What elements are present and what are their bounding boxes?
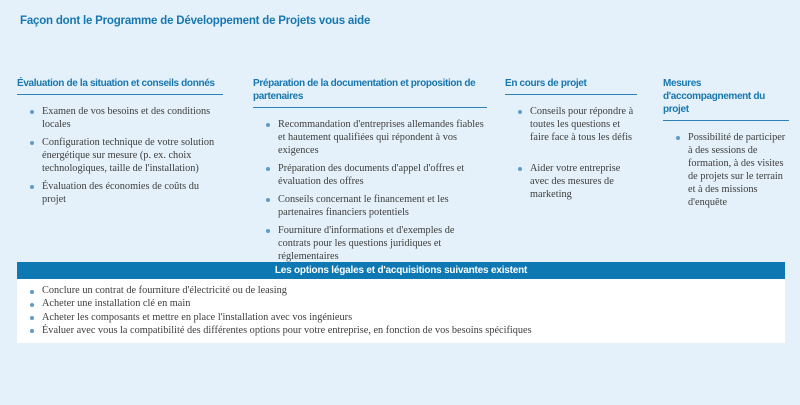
list-item-text: Acheter une installation clé en main — [42, 298, 191, 310]
list-item — [30, 312, 785, 325]
list-item — [266, 224, 487, 263]
bullet-icon — [518, 110, 522, 114]
options-banner — [17, 262, 785, 279]
bullet-icon — [30, 329, 34, 333]
column-evaluation — [17, 77, 223, 211]
bullet-icon — [266, 123, 270, 127]
list-item — [266, 118, 487, 157]
column-evaluation-list — [17, 105, 223, 206]
list-item — [30, 325, 785, 338]
column-documentation-header: Préparation de la documentation et proposition de partenaires — [253, 77, 487, 108]
column-support-header: Mesures d'accompagnement du projet — [663, 77, 789, 121]
bullet-icon — [30, 290, 34, 294]
list-item-text: Configuration technique de votre solution énergétique sur mesure (p. ex. choix technologiques, taille de l'installation) — [42, 137, 215, 174]
column-documentation-list — [253, 118, 487, 263]
column-support — [663, 77, 789, 214]
column-evaluation-header: Évaluation de la situation et conseils donnés — [17, 77, 223, 95]
list-item-text: Préparation des documents d'appel d'offres et évaluation des offres — [278, 163, 465, 187]
bullet-icon — [30, 185, 34, 189]
list-item-text: Conseils pour répondre à toutes les questions et faire face à tous les défis — [530, 106, 634, 143]
list-item-text: Examen de vos besoins et des conditions locales — [42, 106, 211, 130]
options-list — [17, 279, 785, 338]
list-item — [266, 162, 487, 188]
list-item — [30, 285, 785, 298]
list-item — [518, 162, 637, 201]
list-item — [676, 131, 789, 209]
list-item — [266, 193, 487, 219]
column-support-list — [663, 131, 789, 209]
list-item-text: Acheter les composants et mettre en place l'installation avec vos ingénieurs — [42, 311, 353, 323]
list-item-text: Conseils concernant le financement et les partenaires financiers potentiels — [278, 194, 449, 218]
bullet-icon — [518, 167, 522, 171]
list-item — [30, 180, 223, 206]
page-title: Façon dont le Programme de Développement de Projets vous aide — [20, 15, 371, 27]
list-item-text: Fourniture d'informations et d'exemples de contrats pour les questions juridiques et réglementaires — [278, 225, 455, 262]
options-panel — [17, 262, 785, 343]
list-item-text: Aider votre entreprise avec des mesures de marketing — [530, 163, 621, 200]
bullet-icon — [30, 303, 34, 307]
list-item-text: Recommandation d'entreprises allemandes fiables et hautement qualifiées qui répondent à vos exigences — [278, 119, 484, 156]
column-documentation — [253, 77, 487, 268]
list-item-text: Évaluation des économies de coûts du projet — [42, 181, 199, 205]
bullet-icon — [30, 316, 34, 320]
list-item — [30, 136, 223, 175]
column-in-progress-list — [505, 105, 637, 201]
bullet-icon — [266, 167, 270, 171]
bullet-icon — [676, 136, 680, 140]
bullet-icon — [266, 229, 270, 233]
list-item-text: Évaluer avec vous la compatibilité des différentes options pour votre entreprise, en fonction de vos besoins spécifiques — [42, 324, 532, 336]
list-item-text: Conclure un contrat de fourniture d'électricité ou de leasing — [42, 285, 287, 296]
list-item — [30, 105, 223, 131]
list-item-text: Possibilité de participer à des sessions de formation, à des visites de projets sur le terrain et à des missions d'enquête — [688, 132, 786, 208]
options-banner-title: Les options légales et d'acquisitions suivantes existent — [274, 265, 528, 276]
bullet-icon — [30, 110, 34, 114]
bullet-icon — [266, 198, 270, 202]
bullet-icon — [30, 141, 34, 145]
list-item — [518, 105, 637, 144]
column-in-progress-header: En cours de projet — [505, 77, 637, 95]
list-item — [30, 298, 785, 311]
column-in-progress — [505, 77, 637, 219]
